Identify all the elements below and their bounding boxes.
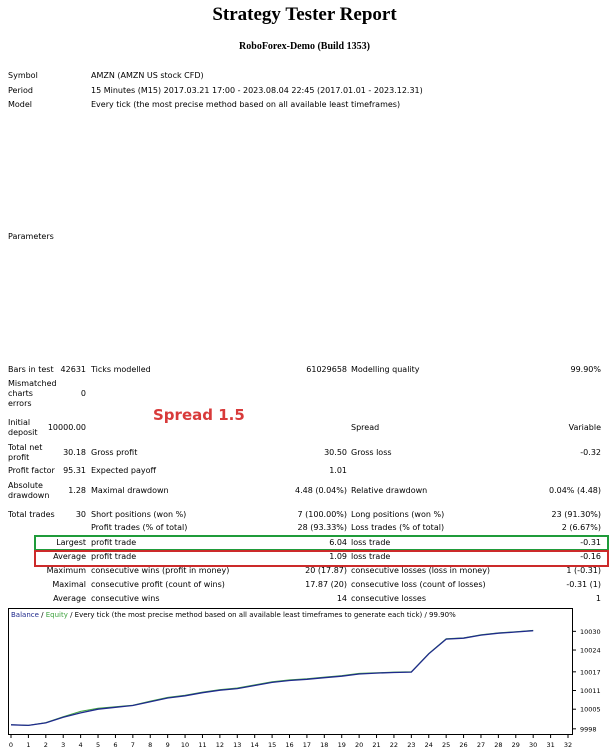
- x-tick-label: 27: [476, 741, 486, 749]
- x-tick-label: 0: [8, 741, 14, 749]
- quality-label: Modelling quality: [351, 365, 420, 374]
- x-tick-label: 5: [95, 741, 101, 749]
- mxl-cp-value: 17.87 (20): [305, 580, 347, 589]
- quality-value: 99.90%: [570, 365, 601, 374]
- average-lt-label: loss trade: [351, 552, 391, 561]
- balance-equity-chart: [8, 608, 608, 750]
- period-value: 15 Minutes (M15) 2017.03.21 17:00 - 2023.08.04 22:45 (2017.01.01 - 2023.12.31): [91, 86, 423, 95]
- report-subtitle: RoboForex-Demo (Build 1353): [239, 41, 370, 52]
- x-tick-label: 1: [26, 741, 31, 749]
- average-pt-label: profit trade: [91, 552, 137, 561]
- x-tick-label: 31: [546, 741, 555, 749]
- net-label: Total net profit: [8, 443, 43, 462]
- avg-cw-value: 14: [336, 594, 347, 603]
- deposit-label: Initial deposit: [8, 418, 38, 437]
- legend-sep: /: [38, 611, 46, 619]
- x-tick-label: 28: [494, 741, 503, 749]
- spread-label: Spread: [351, 423, 380, 432]
- y-tick-label: 10011: [580, 687, 601, 696]
- x-tick-label: 10: [180, 741, 190, 749]
- x-tick-label: 22: [389, 741, 399, 749]
- x-tick-label: 15: [267, 741, 277, 749]
- largest-pt-label: profit trade: [91, 538, 137, 547]
- x-tick-label: 26: [459, 741, 468, 749]
- largest-highlight-box: [34, 535, 609, 551]
- x-tick-label: 11: [198, 741, 207, 749]
- mismatch-label: Mismatched charts errors: [8, 379, 57, 408]
- x-tick-label: 20: [354, 741, 364, 749]
- period-label: Period: [8, 86, 33, 95]
- trades-label: Total trades: [8, 510, 55, 519]
- pt-label: Profit trades (% of total): [91, 523, 188, 532]
- maximum-label: Maximum: [46, 566, 86, 575]
- max-cl-value: 1 (-0.31): [566, 566, 601, 575]
- abs-dd-value: 1.28: [68, 486, 86, 495]
- rel-dd-value: 0.04% (4.48): [548, 486, 601, 495]
- short-value: 7 (100.00%): [297, 510, 347, 519]
- abs-dd-label: Absolute drawdown: [8, 481, 50, 500]
- mismatch-value: 0: [80, 389, 86, 398]
- gross-profit-value: 30.50: [324, 448, 347, 457]
- spread-annotation: Spread 1.5: [153, 406, 245, 424]
- largest-lt-label: loss trade: [351, 538, 391, 547]
- x-tick-label: 4: [78, 741, 83, 749]
- trades-value: 30: [75, 510, 86, 519]
- mxl-cl-value: -0.31 (1): [566, 580, 601, 589]
- chart-frame: [9, 609, 573, 735]
- x-tick-label: 30: [529, 741, 538, 749]
- deposit-value: 10000.00: [47, 423, 86, 432]
- pf-value: 95.31: [63, 466, 86, 475]
- x-tick-label: 9: [165, 741, 170, 749]
- y-tick-label: 9998: [580, 725, 597, 734]
- ep-value: 1.01: [329, 466, 347, 475]
- long-value: 23 (91.30%): [551, 510, 601, 519]
- mxl-cp-label: consecutive profit (count of wins): [91, 580, 225, 589]
- max-cl-label: consecutive losses (loss in money): [351, 566, 491, 575]
- symbol-value: AMZN (AMZN US stock CFD): [91, 71, 204, 80]
- parameters-label: Parameters: [8, 232, 54, 241]
- x-tick-label: 7: [130, 741, 135, 749]
- largest-label: Largest: [56, 538, 86, 547]
- report-title: Strategy Tester Report: [212, 4, 397, 25]
- rel-dd-label: Relative drawdown: [351, 486, 428, 495]
- x-tick-label: 3: [61, 741, 66, 749]
- x-tick-label: 2: [43, 741, 48, 749]
- ep-label: Expected payoff: [91, 466, 156, 475]
- x-tick-label: 32: [563, 741, 573, 749]
- lt-value: 2 (6.67%): [561, 523, 601, 532]
- y-tick-label: 10005: [580, 705, 601, 714]
- y-tick-label: 10017: [580, 668, 601, 677]
- largest-pt-value: 6.04: [329, 538, 347, 547]
- pt-value: 28 (93.33%): [297, 523, 347, 532]
- symbol-label: Symbol: [8, 71, 38, 80]
- y-tick-label: 10030: [580, 627, 601, 636]
- gross-profit-label: Gross profit: [91, 448, 138, 457]
- ticks-label: Ticks modelled: [91, 365, 151, 374]
- short-label: Short positions (won %): [91, 510, 187, 519]
- x-tick-label: 29: [511, 741, 520, 749]
- maximal-label: Maximal: [52, 580, 86, 589]
- avg2-label: Average: [53, 594, 86, 603]
- x-tick-label: 8: [148, 741, 153, 749]
- average-highlight-box: [34, 550, 609, 567]
- average-pt-value: 1.09: [329, 552, 347, 561]
- x-tick-label: 17: [302, 741, 312, 749]
- x-tick-label: 6: [113, 741, 118, 749]
- legend-equity: Equity: [45, 611, 68, 619]
- x-tick-label: 16: [285, 741, 294, 749]
- net-value: 30.18: [63, 448, 86, 457]
- lt-label: Loss trades (% of total): [351, 523, 445, 532]
- pf-label: Profit factor: [8, 466, 55, 475]
- average-label: Average: [53, 552, 86, 561]
- ticks-value: 61029658: [306, 365, 347, 374]
- bars-label: Bars in test: [8, 365, 54, 374]
- x-tick-label: 14: [250, 741, 259, 749]
- max-dd-label: Maximal drawdown: [91, 486, 169, 495]
- x-tick-label: 24: [424, 741, 433, 749]
- chart-legend: [11, 611, 456, 619]
- max-dd-value: 4.48 (0.04%): [294, 486, 347, 495]
- x-tick-label: 13: [233, 741, 242, 749]
- average-lt-value: -0.16: [580, 552, 601, 561]
- max-cw-label: consecutive wins (profit in money): [91, 566, 230, 575]
- long-label: Long positions (won %): [351, 510, 445, 519]
- avg-cw-label: consecutive wins: [91, 594, 160, 603]
- gross-loss-label: Gross loss: [351, 448, 392, 457]
- mxl-cl-label: consecutive loss (count of losses): [351, 580, 486, 589]
- spread-value: Variable: [568, 423, 601, 432]
- largest-lt-value: -0.31: [580, 538, 601, 547]
- x-tick-label: 12: [215, 741, 225, 749]
- model-value: Every tick (the most precise method based on all available least timeframes): [91, 100, 401, 109]
- avg-cl-value: 1: [595, 594, 601, 603]
- max-cw-value: 20 (17.87): [305, 566, 347, 575]
- x-tick-label: 21: [372, 741, 381, 749]
- legend-balance: Balance: [11, 611, 39, 619]
- x-tick-label: 23: [407, 741, 416, 749]
- gross-loss-value: -0.32: [580, 448, 601, 457]
- legend-rest: / Every tick (the most precise method based on all available least timeframes to generate each tick) / 99.90%: [67, 611, 456, 619]
- x-tick-label: 25: [442, 741, 451, 749]
- avg-cl-label: consecutive losses: [351, 594, 427, 603]
- model-label: Model: [8, 100, 33, 109]
- x-tick-label: 18: [320, 741, 329, 749]
- x-tick-label: 19: [337, 741, 346, 749]
- bars-value: 42631: [60, 365, 86, 374]
- y-tick-label: 10024: [580, 646, 601, 655]
